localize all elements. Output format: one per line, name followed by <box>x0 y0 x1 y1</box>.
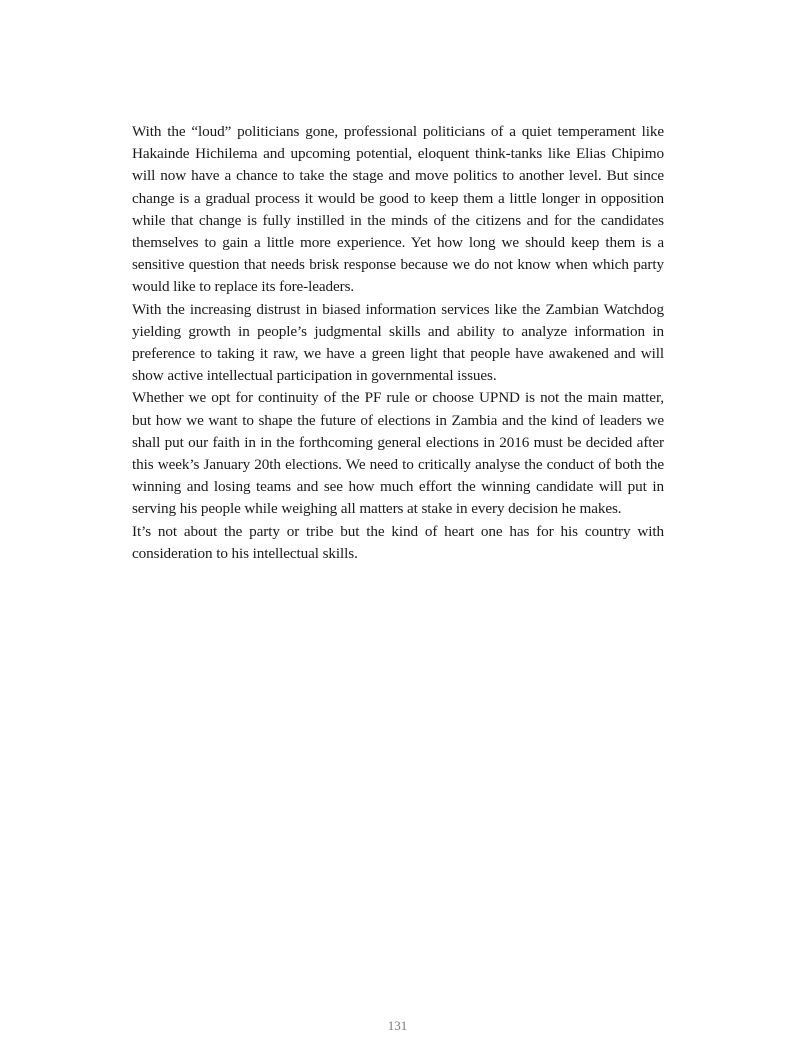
body-text <box>132 121 664 565</box>
paragraph-elections: Whether we opt for continuity of the PF rule or choose UPND is not the main matter, but how we want to shape the future of elections in Zambia and the kind of leaders we shall put our faith in in the forthcoming general elections in 2016 must be decided after this week’s January 20th elections. We need to critically analyse the conduct of both the winning and losing teams and see how much effort the winning candidate will put in serving his people while weighing all matters at stake in every decision he makes. <box>132 389 664 518</box>
paragraph-information-services: With the increasing distrust in biased information services like the Zambian Watchdog yielding growth in people’s judgmental skills and ability to analyze information in preference to taking it raw, we have a green light that people have awakened and will show active intellectual participation in governmental issues. <box>132 300 664 385</box>
page-number: 131 <box>387 1018 408 1033</box>
paragraph-conclusion: It’s not about the party or tribe but the kind of heart one has for his country with consideration to his intellectual skills. <box>132 522 664 562</box>
paragraph-politicians: With the “loud” politicians gone, professional politicians of a quiet temperament like Hakainde Hichilema and upcoming potential, eloquent think-tanks like Elias Chipimo will now have a chance to take the stage and move politics to another level. But since change is a gradual process it would be good to keep them a little longer in opposition while that change is fully instilled in the minds of the citizens and for the candidates themselves to gain a little more experience. Yet how long we should keep them is a sensitive question that needs brisk response because we do not know when which party would like to replace its fore-leaders. <box>132 123 664 296</box>
